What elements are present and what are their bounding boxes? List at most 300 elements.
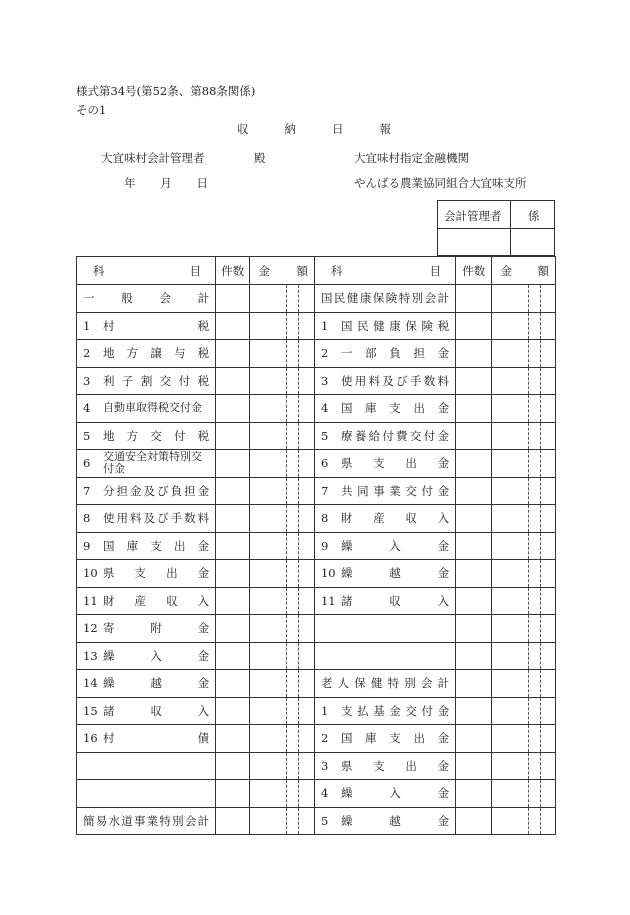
right-count-cell[interactable] [456, 725, 492, 753]
ledger-row [77, 395, 556, 423]
right-subject-cell [314, 752, 455, 780]
left-amount-cell[interactable] [250, 505, 315, 533]
ledger-row [77, 725, 556, 753]
item-number: 12 [83, 621, 98, 636]
left-amount-cell[interactable] [250, 780, 315, 808]
item-label: 県 支 出 金 [340, 758, 450, 773]
ledger-row [77, 697, 556, 725]
item-label: 地 方 譲 与 税 [103, 346, 210, 361]
left-subject-cell [77, 285, 216, 313]
item-number: 11 [83, 593, 98, 608]
item-label: 県 支 出 金 [103, 566, 210, 581]
right-subject-cell [314, 615, 455, 643]
item-label: 村 税 [103, 318, 210, 333]
left-amount-cell[interactable] [250, 422, 315, 450]
item-number: 2 [83, 346, 91, 361]
amount-digit-divider [298, 588, 299, 615]
amount-digit-divider [540, 368, 541, 395]
ledger-row [77, 642, 556, 670]
amount-digit-divider [298, 698, 299, 725]
ledger-row [77, 367, 556, 395]
form-part: その1 [76, 103, 107, 117]
item-number: 4 [83, 401, 91, 416]
amount-digit-divider [298, 808, 299, 835]
item-number: 9 [83, 538, 91, 553]
amount-digit-divider [528, 395, 529, 422]
amount-digit-divider [286, 450, 287, 477]
right-count-cell[interactable] [456, 367, 492, 395]
item-label: 支 払 基 金 交 付 金 [340, 703, 450, 718]
right-amount-cell[interactable] [492, 505, 556, 533]
left-subject-cell [77, 670, 216, 698]
bank-designation: 大宜味村指定金融機関 [354, 151, 469, 165]
left-subject-cell [77, 395, 216, 423]
stamp-staff-label: 係 [528, 209, 540, 223]
amount-digit-divider [528, 588, 529, 615]
item-label: 諸 収 入 [340, 593, 450, 608]
amount-digit-divider [528, 450, 529, 477]
right-count-cell[interactable] [456, 587, 492, 615]
amount-digit-divider [298, 478, 299, 505]
left-subject-cell [77, 477, 216, 505]
item-number: 10 [320, 566, 336, 581]
item-number: 2 [320, 346, 329, 361]
right-amount-cell[interactable] [492, 340, 556, 368]
item-label: 繰 入 金 [103, 648, 210, 663]
left-count-cell[interactable] [216, 285, 250, 313]
amount-digit-divider [528, 725, 529, 752]
right-count-cell[interactable] [456, 780, 492, 808]
amount-digit-divider [286, 698, 287, 725]
amount-digit-divider [286, 340, 287, 367]
left-count-cell[interactable] [216, 670, 250, 698]
amount-header: 金 額 [492, 257, 556, 285]
ledger-row [77, 670, 556, 698]
left-subject-cell [77, 807, 216, 835]
right-amount-cell[interactable] [492, 807, 556, 835]
amount-digit-divider [286, 478, 287, 505]
left-amount-cell[interactable] [250, 340, 315, 368]
left-amount-cell[interactable] [250, 285, 315, 313]
item-label: 共 同 事 業 交 付 金 [340, 483, 450, 498]
item-number: 1 [83, 318, 91, 333]
left-count-cell[interactable] [216, 642, 250, 670]
amount-digit-divider [528, 285, 529, 312]
amount-digit-divider [540, 395, 541, 422]
amount-digit-divider [540, 285, 541, 312]
left-count-cell[interactable] [216, 367, 250, 395]
left-count-cell[interactable] [216, 340, 250, 368]
right-count-cell[interactable] [456, 285, 492, 313]
amount-digit-divider [540, 423, 541, 450]
amount-digit-divider [286, 505, 287, 532]
amount-digit-divider [286, 368, 287, 395]
right-count-cell[interactable] [456, 422, 492, 450]
amount-digit-divider [540, 450, 541, 477]
ledger-row [77, 477, 556, 505]
item-label: 繰 越 金 [103, 676, 210, 691]
left-amount-cell[interactable] [250, 752, 315, 780]
left-subject-cell [77, 642, 216, 670]
left-amount-cell[interactable] [250, 395, 315, 423]
amount-digit-divider [298, 285, 299, 312]
amount-digit-divider [298, 313, 299, 340]
right-count-cell[interactable] [456, 560, 492, 588]
right-subject-cell [314, 725, 455, 753]
item-label: 国 庫 支 出 金 [340, 731, 450, 746]
item-label: 地 方 交 付 税 [103, 428, 210, 443]
ledger-row [77, 780, 556, 808]
ledger-row [77, 312, 556, 340]
right-count-cell[interactable] [456, 697, 492, 725]
amount-digit-divider [528, 478, 529, 505]
left-amount-cell[interactable] [250, 477, 315, 505]
right-amount-cell[interactable] [492, 642, 556, 670]
right-count-cell[interactable] [456, 615, 492, 643]
left-amount-cell[interactable] [250, 312, 315, 340]
amount-digit-divider [286, 753, 287, 780]
right-count-cell[interactable] [456, 340, 492, 368]
amount-digit-divider [540, 808, 541, 835]
ledger-row [77, 615, 556, 643]
item-number: 9 [320, 538, 329, 553]
receipt-ledger-table [76, 256, 556, 835]
item-number: 4 [320, 786, 329, 801]
item-label: 国 民 健 康 保 険 税 [340, 318, 450, 333]
right-count-cell[interactable] [456, 532, 492, 560]
item-label: 使 用 料 及 び 手 数 料 [340, 373, 450, 388]
right-subject-cell [314, 587, 455, 615]
item-label: 交通安全対策特別交付金 [103, 450, 202, 476]
left-amount-cell[interactable] [250, 450, 315, 478]
left-subject-cell [77, 532, 216, 560]
left-amount-cell[interactable] [250, 807, 315, 835]
item-number: 5 [320, 428, 329, 443]
item-label: 一 部 負 担 金 [340, 346, 450, 361]
document-title [237, 122, 391, 136]
right-amount-cell[interactable] [492, 285, 556, 313]
left-count-cell[interactable] [216, 532, 250, 560]
right-count-cell[interactable] [456, 450, 492, 478]
right-subject-cell [314, 450, 455, 478]
right-count-cell[interactable] [456, 477, 492, 505]
right-amount-cell[interactable] [492, 477, 556, 505]
left-count-cell[interactable] [216, 505, 250, 533]
account-section-label: 国 民 健 康 保 険 特 別 会 計 [320, 291, 450, 306]
amount-digit-divider [540, 615, 541, 642]
right-amount-cell[interactable] [492, 670, 556, 698]
amount-digit-divider [298, 615, 299, 642]
amount-digit-divider [528, 643, 529, 670]
left-count-cell[interactable] [216, 725, 250, 753]
left-count-cell[interactable] [216, 560, 250, 588]
amount-digit-divider [298, 340, 299, 367]
ledger-row [77, 340, 556, 368]
right-amount-cell[interactable] [492, 450, 556, 478]
amount-digit-divider [298, 505, 299, 532]
right-subject-cell [314, 340, 455, 368]
left-count-cell[interactable] [216, 450, 250, 478]
ledger-row [77, 285, 556, 313]
count-header: 件数 [456, 257, 492, 285]
item-label: 自動車取得税交付金 [103, 401, 202, 415]
right-count-cell[interactable] [456, 670, 492, 698]
amount-digit-divider [286, 423, 287, 450]
subject-header: 科 目 [314, 257, 455, 285]
item-number: 3 [320, 758, 329, 773]
amount-digit-divider [528, 780, 529, 807]
item-label: 県 支 出 金 [340, 456, 450, 471]
amount-digit-divider [540, 588, 541, 615]
count-header: 件数 [216, 257, 250, 285]
left-count-cell[interactable] [216, 422, 250, 450]
amount-digit-divider [286, 395, 287, 422]
right-amount-cell[interactable] [492, 560, 556, 588]
amount-digit-divider [298, 725, 299, 752]
amount-digit-divider [540, 478, 541, 505]
left-count-cell[interactable] [216, 477, 250, 505]
item-number: 14 [83, 676, 98, 691]
right-subject-cell [314, 642, 455, 670]
account-section-label: 簡 易 水 道 事 業 特 別 会 計 [83, 813, 210, 828]
amount-digit-divider [528, 753, 529, 780]
item-number: 16 [83, 731, 98, 746]
amount-digit-divider [298, 780, 299, 807]
amount-digit-divider [298, 395, 299, 422]
amount-digit-divider [540, 698, 541, 725]
right-amount-cell[interactable] [492, 532, 556, 560]
item-number: 8 [83, 511, 91, 526]
account-section-label: 老 人 保 健 特 別 会 計 [320, 676, 450, 691]
amount-digit-divider [298, 533, 299, 560]
amount-digit-divider [286, 588, 287, 615]
left-amount-cell[interactable] [250, 642, 315, 670]
left-amount-cell[interactable] [250, 532, 315, 560]
left-amount-cell[interactable] [250, 725, 315, 753]
left-subject-cell [77, 560, 216, 588]
item-label: 繰 越 金 [340, 566, 450, 581]
amount-digit-divider [528, 698, 529, 725]
item-label: 分 担 金 及 び 負 担 金 [103, 483, 210, 498]
left-count-cell[interactable] [216, 697, 250, 725]
amount-digit-divider [540, 340, 541, 367]
right-count-cell[interactable] [456, 807, 492, 835]
stamp-manager-label: 会計管理者 [444, 209, 502, 223]
item-label: 繰 越 金 [340, 813, 450, 828]
right-count-cell[interactable] [456, 505, 492, 533]
item-number: 1 [320, 318, 329, 333]
amount-digit-divider [528, 368, 529, 395]
left-count-cell[interactable] [216, 807, 250, 835]
left-subject-cell [77, 780, 216, 808]
left-subject-cell [77, 587, 216, 615]
right-count-cell[interactable] [456, 752, 492, 780]
right-subject-cell [314, 780, 455, 808]
left-subject-cell [77, 505, 216, 533]
date-month: 月 [160, 176, 172, 190]
amount-digit-divider [286, 643, 287, 670]
amount-digit-divider [540, 780, 541, 807]
right-amount-cell[interactable] [492, 312, 556, 340]
right-subject-cell [314, 697, 455, 725]
right-subject-cell [314, 312, 455, 340]
amount-digit-divider [298, 560, 299, 587]
item-number: 13 [83, 648, 98, 663]
right-count-cell[interactable] [456, 642, 492, 670]
left-amount-cell[interactable] [250, 615, 315, 643]
amount-digit-divider [528, 615, 529, 642]
item-label: 療 養 給 付 費 交 付 金 [340, 428, 450, 443]
form-number: 様式第34号(第52条、第88条関係) [76, 84, 256, 98]
left-subject-cell [77, 725, 216, 753]
right-subject-cell [314, 367, 455, 395]
right-subject-cell [314, 285, 455, 313]
amount-digit-divider [298, 450, 299, 477]
amount-digit-divider [298, 643, 299, 670]
item-label: 繰 入 金 [340, 786, 450, 801]
right-subject-cell [314, 670, 455, 698]
amount-digit-divider [298, 368, 299, 395]
amount-digit-divider [540, 560, 541, 587]
left-subject-cell [77, 312, 216, 340]
item-number: 5 [320, 813, 329, 828]
amount-digit-divider [528, 533, 529, 560]
left-subject-cell [77, 752, 216, 780]
item-label: 寄 附 金 [103, 621, 210, 636]
amount-digit-divider [540, 505, 541, 532]
right-amount-cell[interactable] [492, 752, 556, 780]
right-count-cell[interactable] [456, 312, 492, 340]
right-subject-cell [314, 395, 455, 423]
right-amount-cell[interactable] [492, 422, 556, 450]
left-subject-cell [77, 422, 216, 450]
amount-digit-divider [528, 313, 529, 340]
item-label: 諸 収 入 [103, 703, 210, 718]
left-amount-cell[interactable] [250, 367, 315, 395]
item-number: 2 [320, 731, 329, 746]
amount-digit-divider [286, 808, 287, 835]
ledger-row [77, 505, 556, 533]
right-amount-cell[interactable] [492, 697, 556, 725]
item-number: 5 [83, 428, 91, 443]
item-label: 繰 入 金 [340, 538, 450, 553]
right-subject-cell [314, 560, 455, 588]
approval-stamp-box [437, 200, 555, 256]
left-subject-cell [77, 340, 216, 368]
amount-digit-divider [540, 753, 541, 780]
right-amount-cell[interactable] [492, 725, 556, 753]
title-char: 報 [379, 122, 391, 136]
item-number: 1 [320, 703, 329, 718]
ledger-row [77, 560, 556, 588]
amount-digit-divider [528, 808, 529, 835]
left-count-cell[interactable] [216, 587, 250, 615]
ledger-row [77, 422, 556, 450]
ledger-row [77, 752, 556, 780]
amount-digit-divider [286, 560, 287, 587]
right-amount-cell[interactable] [492, 367, 556, 395]
item-number: 11 [320, 593, 336, 608]
left-count-cell[interactable] [216, 312, 250, 340]
amount-digit-divider [298, 670, 299, 697]
amount-digit-divider [286, 615, 287, 642]
amount-digit-divider [286, 533, 287, 560]
amount-digit-divider [286, 725, 287, 752]
left-count-cell[interactable] [216, 752, 250, 780]
item-number: 10 [83, 566, 98, 581]
title-char: 収 [237, 122, 249, 136]
amount-digit-divider [286, 313, 287, 340]
amount-digit-divider [298, 753, 299, 780]
right-subject-cell [314, 477, 455, 505]
right-subject-cell [314, 422, 455, 450]
title-char: 日 [332, 122, 344, 136]
right-amount-cell[interactable] [492, 395, 556, 423]
date-year: 年 [124, 176, 136, 190]
left-amount-cell[interactable] [250, 697, 315, 725]
item-number: 15 [83, 703, 98, 718]
right-subject-cell [314, 532, 455, 560]
date-day: 日 [196, 176, 208, 190]
right-amount-cell[interactable] [492, 587, 556, 615]
left-subject-cell [77, 450, 216, 478]
left-subject-cell [77, 615, 216, 643]
item-number: 6 [320, 456, 329, 471]
left-amount-cell[interactable] [250, 560, 315, 588]
amount-digit-divider [528, 423, 529, 450]
subject-header: 科 目 [77, 257, 216, 285]
right-amount-cell[interactable] [492, 780, 556, 808]
amount-digit-divider [540, 670, 541, 697]
amount-digit-divider [540, 313, 541, 340]
amount-digit-divider [528, 340, 529, 367]
item-label: 使 用 料 及 び 手 数 料 [103, 511, 210, 526]
addressee: 大宜味村会計管理者 [101, 151, 205, 165]
honorific: 殿 [254, 151, 266, 165]
item-number: 8 [320, 511, 329, 526]
amount-header: 金 額 [250, 257, 315, 285]
item-number: 7 [83, 483, 91, 498]
item-label: 国 庫 支 出 金 [340, 401, 450, 416]
right-count-cell[interactable] [456, 395, 492, 423]
amount-digit-divider [286, 670, 287, 697]
left-amount-cell[interactable] [250, 670, 315, 698]
amount-digit-divider [540, 643, 541, 670]
item-number: 7 [320, 483, 329, 498]
left-count-cell[interactable] [216, 780, 250, 808]
left-amount-cell[interactable] [250, 587, 315, 615]
amount-digit-divider [286, 285, 287, 312]
left-count-cell[interactable] [216, 615, 250, 643]
item-label: 国 庫 支 出 金 [103, 538, 210, 553]
amount-digit-divider [286, 780, 287, 807]
item-number: 4 [320, 401, 329, 416]
right-subject-cell [314, 807, 455, 835]
right-amount-cell[interactable] [492, 615, 556, 643]
amount-digit-divider [540, 725, 541, 752]
ledger-row [77, 450, 556, 478]
left-subject-cell [77, 697, 216, 725]
account-section-label: 一 般 会 計 [83, 291, 210, 306]
amount-digit-divider [540, 533, 541, 560]
amount-digit-divider [528, 560, 529, 587]
amount-digit-divider [528, 670, 529, 697]
ledger-row [77, 532, 556, 560]
item-number: 3 [320, 373, 329, 388]
left-count-cell[interactable] [216, 395, 250, 423]
right-subject-cell [314, 505, 455, 533]
bank-name: やんばる農業協同組合大宜味支所 [354, 176, 527, 190]
